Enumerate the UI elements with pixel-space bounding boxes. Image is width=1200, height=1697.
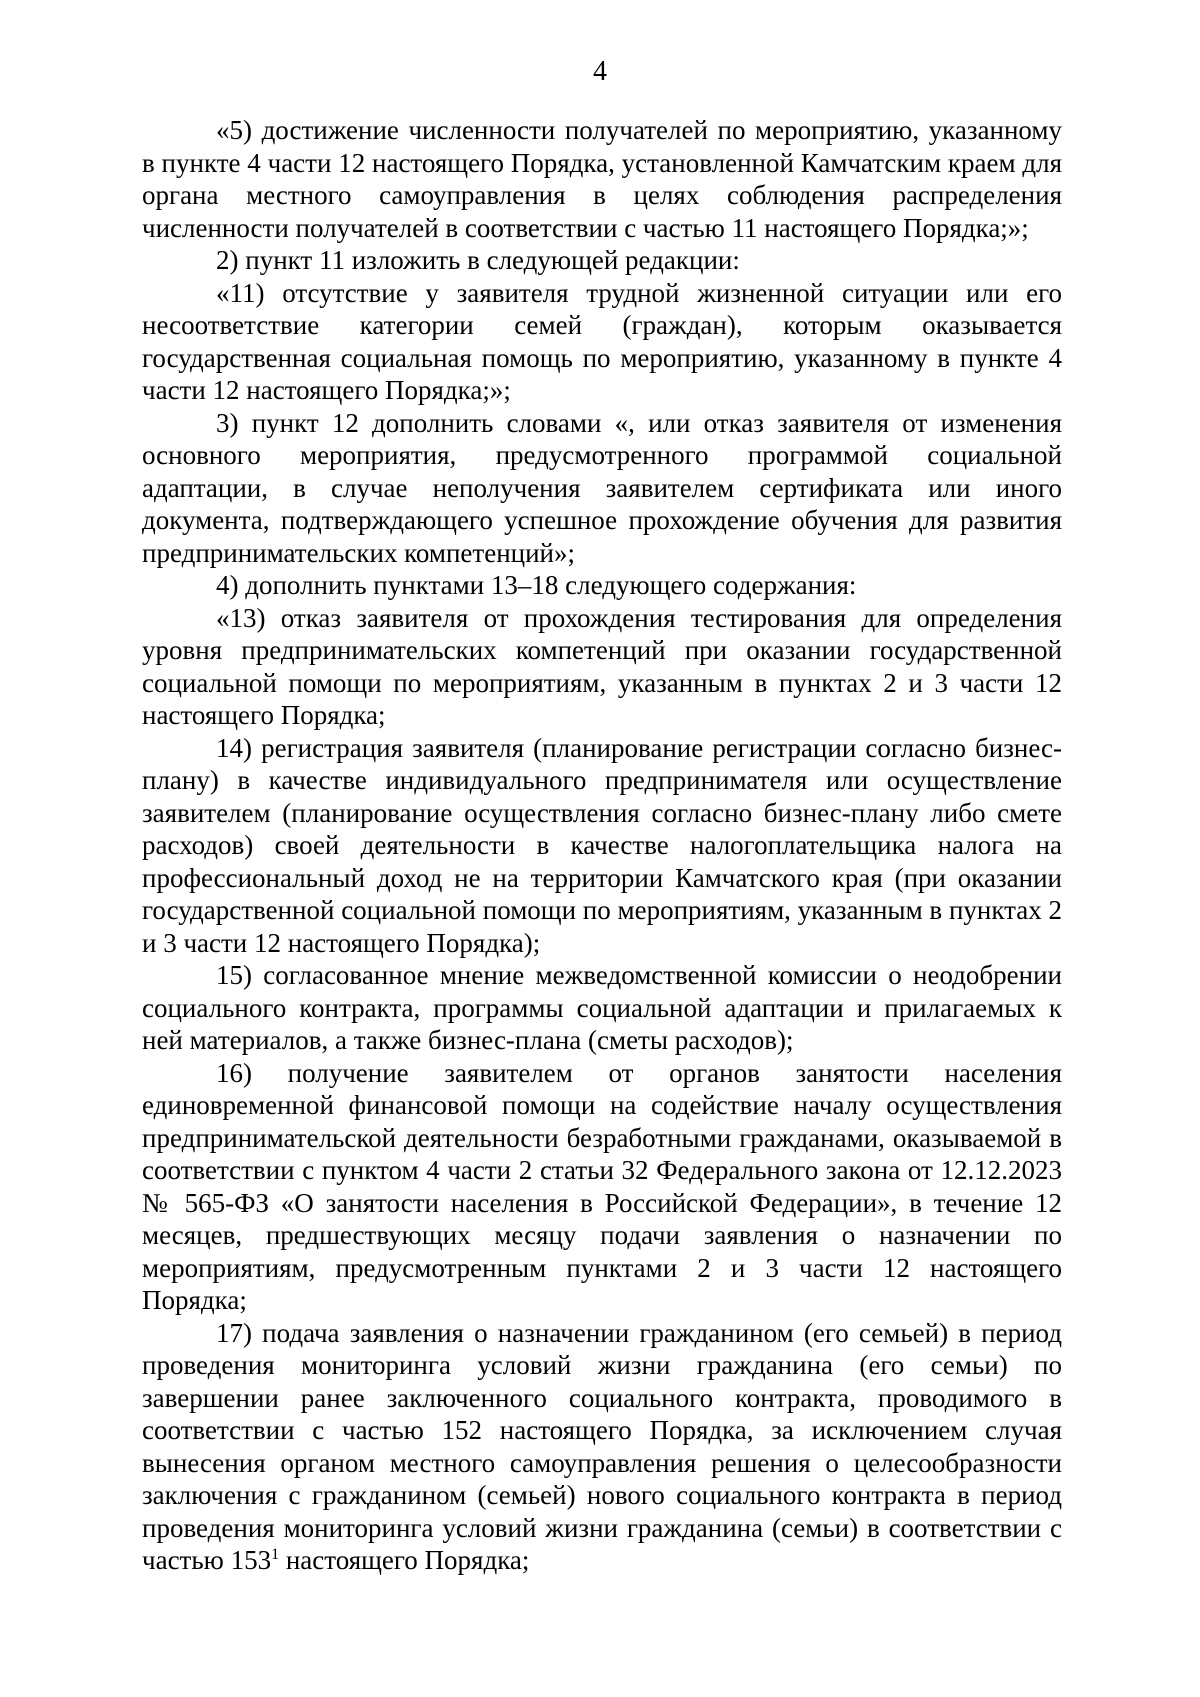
paragraph-point-3: 3) пункт 12 дополнить словами «, или отказ заявителя от изменения основного мероприятия, предусмотренного программой социальной адаптации, в случае неполучения заявителем сертификата или иного документа, подтверждающего успешное прохождение обучения для развития предпринимательских компетенций»; [142,407,1062,568]
page-number: 4 [593,56,607,87]
paragraph-item-17-text: 17) подача заявления о назначении гражданином (его семьей) в период проведения мониторинга условий жизни гражданина (его семьи) по завершении ранее заключенного социального контракта, проводимого в соответствии с частью 152 настоящего Порядка, за исключением случая вынесения органом местного самоуправления решения о целесообразности заключения с гражданином (семьей) нового социального контракта в период проведения мониторинга условий жизни гражданина (семьи) в соответствии с частью 153 [142,1317,1062,1575]
paragraph-item-15: 15) согласованное мнение межведомственной комиссии о неодобрении социального контракта, программы социальной адаптации и прилагаемых к ней материалов, а также бизнес-плана (сметы расходов); [142,960,1062,1055]
paragraph-item-17-ending: настоящего Порядка; [279,1545,530,1575]
superscript-index: 1 [271,1546,280,1563]
paragraph-item-5-amendment: «5) достижение численности получателей по мероприятию, указанному в пункте 4 части 12 настоящего Порядка, установленной Камчатским краем для органа местного самоуправления в целях соблюдения распределения численности получателей в соответствии с частью 11 настоящего Порядка;»; [142,115,1062,243]
paragraph-point-2: 2) пункт 11 изложить в следующей редакции: [216,245,740,275]
document-body [142,114,1062,1577]
paragraph-item-11-text: «11) отсутствие у заявителя трудной жизненной ситуации или его несоответствие категории семей (граждан), которым оказывается государственная социальная помощь по мероприятию, указанному в пункте 4 части 12 настоящего Порядка;»; [142,277,1062,405]
paragraph-point-4: 4) дополнить пунктами 13–18 следующего содержания: [216,570,857,600]
paragraph-item-17 [142,1317,1062,1577]
paragraph-item-14: 14) регистрация заявителя (планирование регистрации согласно бизнес-плану) в качестве индивидуального предпринимателя или осуществление заявителем (планирование осуществления согласно бизнес-плану либо смете расходов) своей деятельности в качестве налогоплательщика налога на профессиональный доход не на территории Камчатского края (при оказании государственной социальной помощи по мероприятиям, указанным в пунктах 2 и 3 части 12 настоящего Порядка); [142,732,1062,958]
paragraph-item-13: «13) отказ заявителя от прохождения тестирования для определения уровня предпринимательских компетенций при оказании государственной социальной помощи по мероприятиям, указанным в пунктах 2 и 3 части 12 настоящего Порядка; [142,602,1062,730]
paragraph-item-16: 16) получение заявителем от органов занятости населения единовременной финансовой помощи на содействие началу осуществления предпринимательской деятельности безработными гражданами, оказываемой в соответствии с пунктом 4 части 2 статьи 32 Федерального закона от 12.12.2023 № 565-ФЗ «О занятости населения в Российской Федерации», в течение 12 месяцев, предшествующих месяцу подачи заявления о назначении по мероприятиям, предусмотренным пунктами 2 и 3 части 12 настоящего Порядка; [142,1057,1062,1315]
